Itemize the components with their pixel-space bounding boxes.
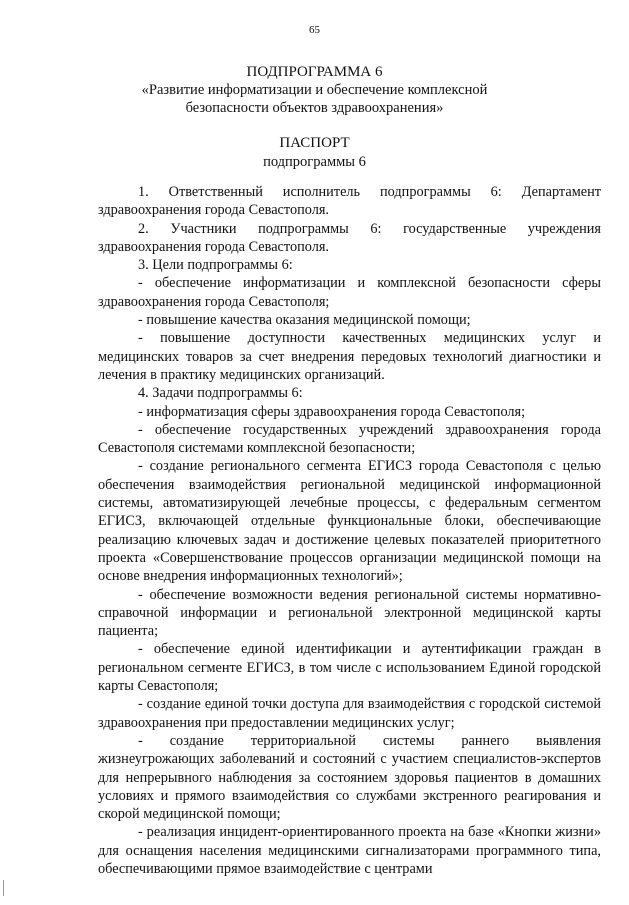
task-item: - обеспечение возможности ведения региональной системы нормативно-справочной информации и региональной электронной медицинской карты пациента; xyxy=(98,586,601,640)
subprogram-subtitle-line2: безопасности объектов здравоохранения» xyxy=(185,100,444,116)
page-number: 65 xyxy=(309,24,320,36)
subprogram-title: ПОДПРОГРАММА 6 xyxy=(246,64,383,80)
paragraph-participants: 2. Участники подпрограммы 6: государственные учреждения здравоохранения города Севастополя. xyxy=(98,220,601,255)
paragraph-goals-heading: 3. Цели подпрограммы 6: xyxy=(138,257,293,274)
task-item: - создание территориальной системы раннего выявления жизнеугрожающих заболеваний и состояний с участием специалистов-экспертов для непрерывного наблюдения за состоянием здоровья пациентов в домашних условиях и прямого взаимодействия со службами экстренного реагирования и скорой медицинской помощи; xyxy=(98,732,601,823)
passport-heading: ПАСПОРТ xyxy=(279,135,350,151)
task-item: - создание регионального сегмента ЕГИСЗ города Севастополя с целью обеспечения взаимодействия региональной медицинской информационной системы, автоматизирующей лечебные процессы, с федеральным сегментом ЕГИСЗ, включающей отдельные функциональные блоки, обеспечивающие реализацию ключевых задач и достижение целевых показателей приоритетного проекта «Совершенствование процессов организации медицинской помощи на основе внедрения информационных технологий»; xyxy=(98,458,601,585)
task-item: - реализация инцидент-ориентированного проекта на базе «Кнопки жизни» для оснащения населения медицинскими сигнализаторами программного типа, обеспечивающими прямое взаимодействие с центрами xyxy=(98,824,601,877)
task-item: - обеспечение государственных учреждений здравоохранения города Севастополя системами комплексной безопасности; xyxy=(98,421,601,457)
paragraph-tasks-heading: 4. Задачи подпрограммы 6: xyxy=(138,385,303,402)
task-item: - информатизация сферы здравоохранения города Севастополя; xyxy=(138,403,526,420)
goal-item: - обеспечение информатизации и комплексной безопасности сферы здравоохранения города Севастополя; xyxy=(98,275,601,310)
goal-item: - повышение доступности качественных медицинских услуг и медицинских товаров за счет внедрения передовых технологий диагностики и лечения в практику медицинских организаций. xyxy=(98,330,601,383)
goal-item: - повышение качества оказания медицинской помощи; xyxy=(138,312,471,329)
task-item: - создание единой точки доступа для взаимодействия с городской системой здравоохранения при предоставлении медицинских услуг; xyxy=(98,696,601,731)
subprogram-subtitle-line1: «Развитие информатизации и обеспечение комплексной xyxy=(141,82,488,98)
paragraph-responsible: 1. Ответственный исполнитель подпрограммы 6: Департамент здравоохранения города Севастополя. xyxy=(98,184,601,219)
task-item: - обеспечение единой идентификации и аутентификации граждан в региональном сегменте ЕГИСЗ, в том числе с использованием Единой городской карты Севастополя; xyxy=(98,641,601,695)
document-body xyxy=(98,183,601,878)
scan-margin-mark xyxy=(3,880,4,896)
passport-subheading: подпрограммы 6 xyxy=(263,154,366,170)
